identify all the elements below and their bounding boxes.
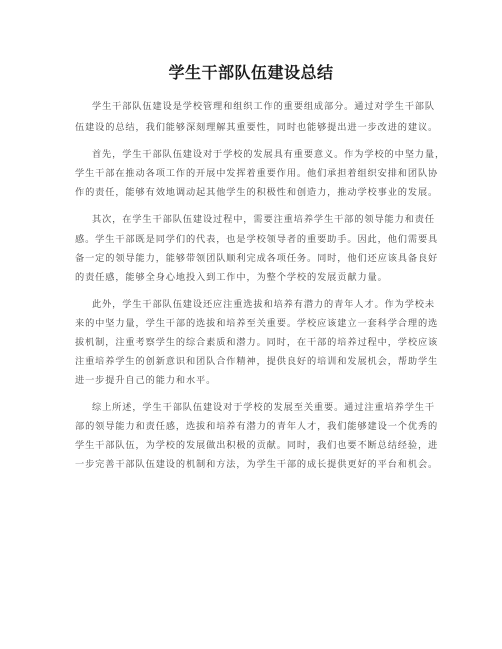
paragraph-1-line-2: 伍建设的总结，我们能够深刻理解其重要性，同时也能够提出进一步改进的建议。 bbox=[75, 122, 439, 133]
paragraph-5-line-1: 综上所述，学生干部队伍建设对于学校的发展至关重要。通过注重培养学生干 bbox=[92, 402, 435, 413]
paragraph-3-line-1: 其次，在学生干部队伍建设过程中，需要注重培养学生干部的领导能力和责任 bbox=[92, 214, 435, 225]
paragraph-1-line-1: 学生干部队伍建设是学校管理和组织工作的重要组成部分。通过对学生干部队 bbox=[92, 101, 435, 112]
document-title: 学生干部队伍建设总结 bbox=[168, 63, 334, 82]
paragraph-4-line-5: 进一步提升自己的能力和水平。 bbox=[75, 375, 217, 386]
paragraph-2-line-3: 作的责任，能够有效地调动起其他学生的积极性和创造力，推动学校事业的发展。 bbox=[75, 187, 439, 198]
paragraph-5-line-3: 学生干部队伍，为学校的发展做出积极的贡献。同时，我们也要不断总结经验，进 bbox=[75, 440, 439, 451]
paragraph-5-line-2: 部的领导能力和责任感，选拔和培养有潜力的青年人才，我们能够建设一个优秀的 bbox=[75, 421, 439, 432]
paragraph-4-line-1: 此外，学生干部队伍建设还应注重选拔和培养有潜力的青年人才。作为学校未 bbox=[92, 299, 435, 310]
paragraph-3-line-2: 感。学生干部既是同学们的代表，也是学校领导者的重要助手。因此，他们需要具 bbox=[75, 234, 439, 245]
paragraph-2-line-1: 首先，学生干部队伍建设对于学校的发展具有重要意义。作为学校的中坚力量， bbox=[92, 149, 446, 160]
paragraph-4-line-2: 来的中坚力量，学生干部的选拔和培养至关重要。学校应该建立一套科学合理的选 bbox=[75, 318, 439, 329]
paragraph-5-line-4: 一步完善干部队伍建设的机制和方法，为学生干部的成长提供更好的平台和机会。 bbox=[75, 459, 439, 470]
paragraph-4-line-4: 注重培养学生的创新意识和团队合作精神，提供良好的培训和发展机会，帮助学生 bbox=[75, 356, 439, 367]
paragraph-2-line-2: 学生干部在推动各项工作的开展中发挥着重要作用。他们承担着组织安排和团队协 bbox=[75, 168, 439, 179]
paragraph-3-line-4: 的责任感，能够全身心地投入到工作中，为整个学校的发展贡献力量。 bbox=[75, 272, 388, 283]
paragraph-3-line-3: 备一定的领导能力，能够带领团队顺利完成各项任务。同时，他们还应该具备良好 bbox=[75, 253, 439, 264]
paragraph-4-line-3: 拔机制，注重考察学生的综合素质和潜力。同时，在干部的培养过程中，学校应该 bbox=[75, 337, 439, 348]
